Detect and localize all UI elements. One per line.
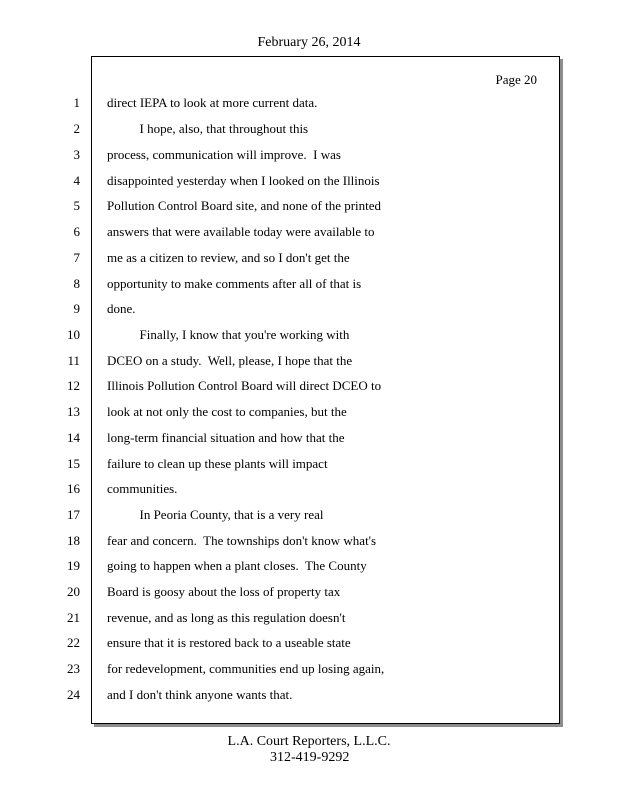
line-number: 16 <box>67 481 80 496</box>
line-number: 21 <box>67 610 80 625</box>
transcript-line: revenue, and as long as this regulation doesn't <box>107 610 346 625</box>
page-number: Page 20 <box>495 72 537 87</box>
transcript-line: done. <box>107 301 136 316</box>
transcript-line: Board is goosy about the loss of property tax <box>107 584 341 599</box>
transcript-line: ensure that it is restored back to a useable state <box>107 635 351 650</box>
line-number: 23 <box>67 661 80 676</box>
transcript-line: I hope, also, that throughout this <box>107 121 309 136</box>
line-number: 12 <box>67 378 80 393</box>
transcript-line: communities. <box>107 481 178 496</box>
line-number: 6 <box>73 224 80 239</box>
line-number: 3 <box>73 147 80 162</box>
line-number: 22 <box>67 635 80 650</box>
line-number: 15 <box>67 456 80 471</box>
transcript-line: look at not only the cost to companies, but the <box>107 404 347 419</box>
transcript-line: Finally, I know that you're working with <box>107 327 350 342</box>
transcript-line: opportunity to make comments after all of that is <box>107 276 362 291</box>
transcript-line: going to happen when a plant closes. The County <box>107 558 367 573</box>
footer-company-name: L.A. Court Reporters, L.L.C. <box>227 734 391 749</box>
line-number: 1 <box>73 95 80 110</box>
transcript-line: direct IEPA to look at more current data. <box>107 95 318 110</box>
line-number: 18 <box>67 533 80 548</box>
line-number: 14 <box>67 430 80 445</box>
transcript-line: long-term financial situation and how that the <box>107 430 345 445</box>
transcript-line: In Peoria County, that is a very real <box>107 507 324 522</box>
line-number: 19 <box>67 558 80 573</box>
transcript-line: process, communication will improve. I was <box>107 147 341 162</box>
line-number: 5 <box>73 198 80 213</box>
line-number: 10 <box>67 327 80 342</box>
line-number: 13 <box>67 404 80 419</box>
line-number: 7 <box>73 250 80 265</box>
transcript-line: me as a citizen to review, and so I don't get the <box>107 250 350 265</box>
line-number: 9 <box>73 301 80 316</box>
line-number: 11 <box>67 353 80 368</box>
transcript-line: DCEO on a study. Well, please, I hope that the <box>107 353 353 368</box>
line-number: 20 <box>67 584 80 599</box>
transcript-line: Illinois Pollution Control Board will direct DCEO to <box>107 378 382 393</box>
transcript-line: answers that were available today were available to <box>107 224 375 239</box>
line-number: 2 <box>73 121 80 136</box>
transcript-line: for redevelopment, communities end up losing again, <box>107 661 385 676</box>
line-number: 17 <box>67 507 80 522</box>
line-number: 4 <box>73 173 80 188</box>
line-number: 8 <box>73 276 80 291</box>
line-number: 24 <box>67 687 80 702</box>
footer-phone-number: 312-419-9292 <box>270 750 350 765</box>
transcript-line: Pollution Control Board site, and none of the printed <box>107 198 382 213</box>
transcript-line: failure to clean up these plants will impact <box>107 456 328 471</box>
header-date: February 26, 2014 <box>257 35 361 50</box>
transcript-line: disappointed yesterday when I looked on the Illinois <box>107 173 380 188</box>
transcript-line: fear and concern. The townships don't know what's <box>107 533 377 548</box>
transcript-line: and I don't think anyone wants that. <box>107 687 293 702</box>
